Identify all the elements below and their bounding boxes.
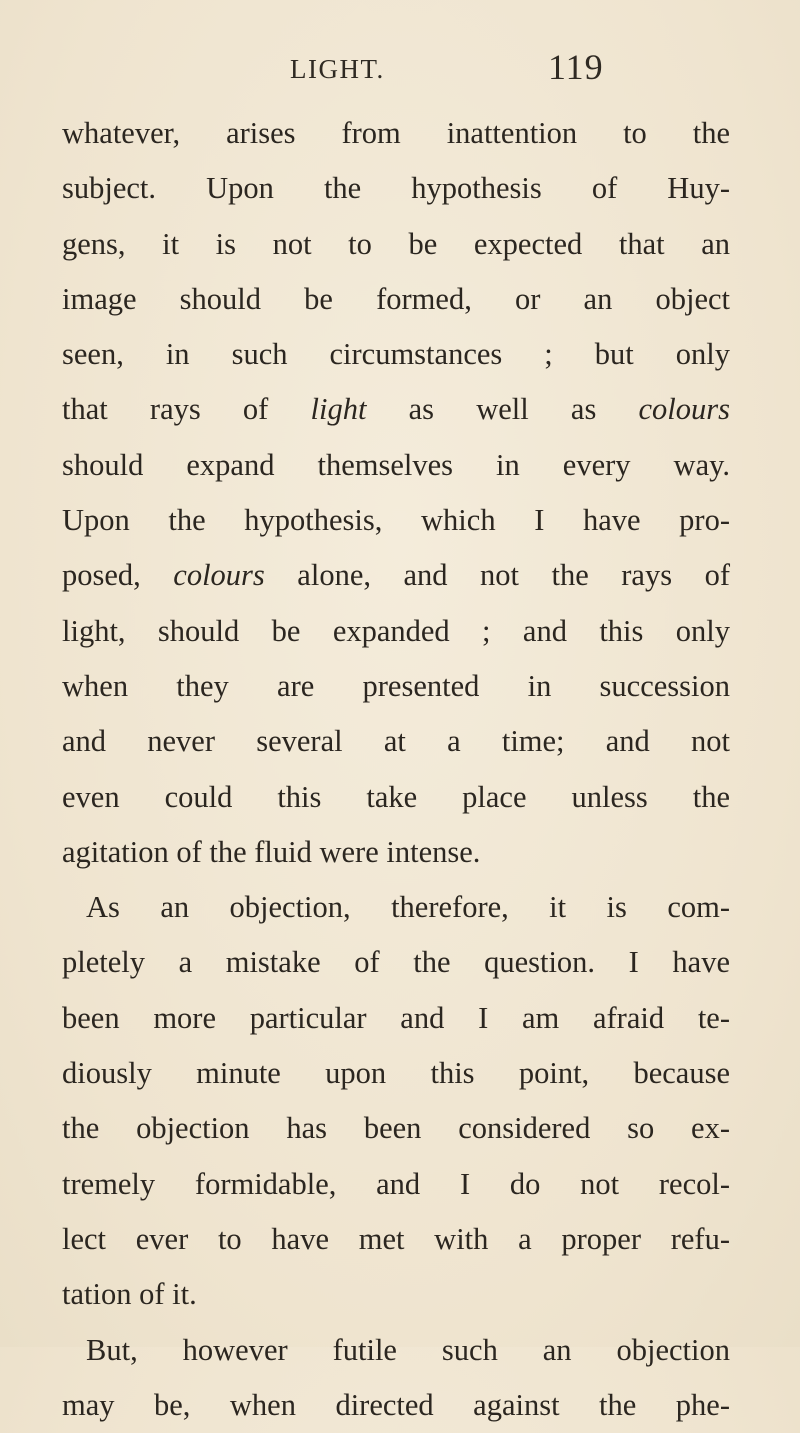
text-line-18: diously minute upon this point, because bbox=[62, 1056, 730, 1091]
running-head-title: LIGHT. bbox=[290, 54, 385, 84]
text-line-11: when they are presented in succession bbox=[62, 668, 730, 703]
text-line-5: seen, in such circumstances ; but only bbox=[62, 337, 730, 372]
text-line-2: subject. Upon the hypothesis of Huy- bbox=[62, 171, 730, 206]
text-line-7: should expand themselves in every way. bbox=[62, 447, 730, 482]
text-line-12: and never several at a time; and not bbox=[62, 724, 730, 759]
text-line-8: Upon the hypothesis, which I have pro- bbox=[62, 503, 730, 538]
text-line-20: tremely formidable, and I do not recol- bbox=[62, 1166, 730, 1201]
text-line-9 bbox=[62, 548, 730, 603]
text-line-6-part-1: that rays of bbox=[62, 392, 311, 427]
text-line-13: even could this take place unless the bbox=[62, 779, 730, 814]
text-line-14: agitation of the fluid were intense. bbox=[62, 834, 481, 869]
italic-word-colours-2: colours bbox=[173, 558, 265, 593]
text-line-17: been more particular and I am afraid te- bbox=[62, 1000, 730, 1035]
text-line-21: lect ever to have met with a proper refu- bbox=[62, 1221, 730, 1256]
text-line-23: But, however futile such an objection bbox=[86, 1332, 730, 1367]
text-line-6-part-2: as well as bbox=[366, 392, 639, 427]
page-number: 119 bbox=[548, 47, 604, 87]
running-head bbox=[0, 46, 800, 90]
text-line-15: As an objection, therefore, it is com- bbox=[86, 890, 730, 925]
text-line-4: image should be formed, or an object bbox=[62, 281, 730, 316]
text-line-22: tation of it. bbox=[62, 1277, 197, 1312]
text-line-9-part-1: posed, bbox=[62, 558, 174, 593]
text-line-10: light, should be expanded ; and this only bbox=[62, 613, 730, 648]
text-line-16: pletely a mistake of the question. I have bbox=[62, 945, 730, 980]
text-line-9-part-2: alone, and not the rays of bbox=[264, 558, 730, 593]
body-text bbox=[62, 106, 730, 1433]
italic-word-colours: colours bbox=[638, 392, 730, 427]
italic-word-light: light bbox=[310, 392, 367, 427]
text-line-19: the objection has been considered so ex- bbox=[62, 1111, 730, 1146]
text-line-1: whatever, arises from inattention to the bbox=[62, 116, 730, 150]
text-line-3: gens, it is not to be expected that an bbox=[62, 226, 730, 261]
text-line-24: may be, when directed against the phe- bbox=[62, 1387, 730, 1422]
text-line-6 bbox=[62, 382, 730, 437]
